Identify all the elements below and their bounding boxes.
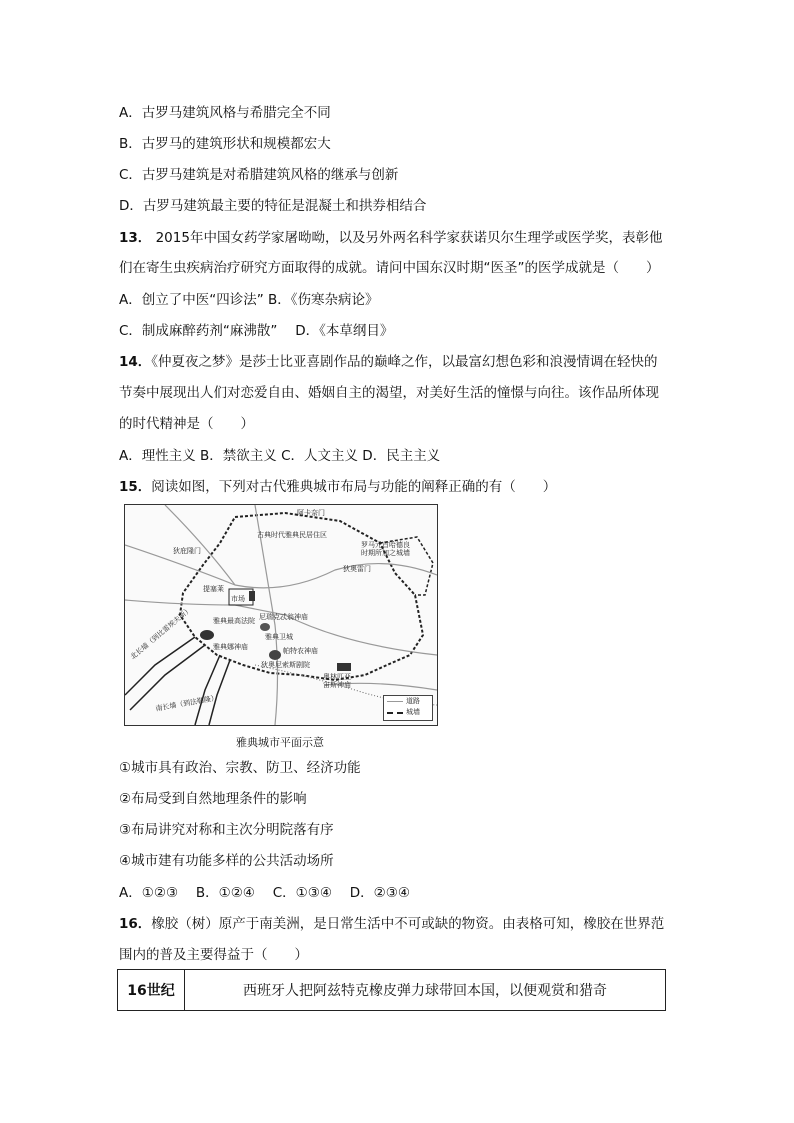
map-label-theater: 雅典娜神庙 xyxy=(213,643,248,651)
map-label-roman-wall: 罗马元首哈德良 时期所加之城墙 xyxy=(361,541,410,557)
map-label-temple: 尼瑞克忒翁神庙 xyxy=(259,613,308,621)
q15-line xyxy=(119,477,556,497)
q14-line-1 xyxy=(119,352,658,372)
q15-statement-1: ①城市具有政治、宗教、防卫、经济功能 xyxy=(119,760,361,776)
map-label-athena: 帕特农神庙 xyxy=(283,647,318,655)
prev-option-c: C．古罗马建筑是对希腊建筑风格的继承与创新 xyxy=(119,167,399,183)
q14-text-2: 节奏中展现出人们对恋爱自由、婚姻自主的渴望，对美好生活的憧憬与向往。该作品所体现 xyxy=(119,385,659,401)
q15-statement-4: ④城市建有功能多样的公共活动场所 xyxy=(119,853,334,869)
q15-options: A．①②③ B．①②④ C．①③④ D．②③④ xyxy=(119,885,410,901)
table-cell-event: 西班牙人把阿兹特克橡皮弹力球带回本国，以便观赏和猎奇 xyxy=(185,970,666,1011)
map-caption: 雅典城市平面示意 xyxy=(236,736,324,749)
map-label-stoa: 提塞莱 xyxy=(203,585,224,593)
q16-text-1: 橡胶（树）原产于南美洲，是日常生活中不可或缺的物资。由表格可知，橡胶在世界范 xyxy=(151,916,665,932)
legend-road-label: 道路 xyxy=(406,697,420,705)
prev-option-a: A．古罗马建筑风格与希腊完全不同 xyxy=(119,105,331,121)
table-row xyxy=(118,970,666,1011)
q14-options: A．理性主义 B．禁欲主义 C．人文主义 D．民主主义 xyxy=(119,448,441,464)
table-cell-period: 16世纪 xyxy=(118,970,185,1011)
map-label-olympieion: 奥林匹亚 宙斯神庙 xyxy=(323,673,351,689)
map-label-north-gate: 阿卡奈门 xyxy=(297,509,325,517)
q13-number: 13． xyxy=(119,230,152,246)
q16-text-2: 围内的普及主要得益于（ ） xyxy=(119,947,308,963)
athens-map xyxy=(124,504,438,726)
prev-option-b: B．古罗马的建筑形状和规模都宏大 xyxy=(119,136,331,152)
map-label-parthenon-fortress: 雅典卫城 xyxy=(265,633,293,641)
prev-option-d: D．古罗马建筑最主要的特征是混凝土和拱券相结合 xyxy=(119,198,427,214)
map-legend xyxy=(383,695,433,721)
q15-number: 15． xyxy=(119,479,152,495)
map-label-north-long-wall: 北长墙（到比雷埃夫斯） xyxy=(129,605,194,662)
map-label-market: 市场 xyxy=(231,595,245,603)
map-label-residential: 古典时代雅典民居住区 xyxy=(257,531,327,539)
q13-options-2: C．制成麻醉药剂“麻沸散” D．《本草纲目》 xyxy=(119,323,394,339)
q14-text-3: 的时代精神是（ ） xyxy=(119,416,254,432)
q14-number: 14． xyxy=(119,354,152,370)
map-label-dipylon: 狄奥雷门 xyxy=(343,565,371,573)
q16-line-1 xyxy=(119,914,664,934)
legend-wall-swatch xyxy=(387,712,403,714)
q13-text-2: 们在寄生虫疾病治疗研究方面取得的成就。请问中国东汉时期“医圣”的医学成就是（ ） xyxy=(119,260,660,276)
map-label-south-long-wall: 南长墙（到法勒隆） xyxy=(155,694,219,713)
legend-wall-label: 城墙 xyxy=(406,708,420,716)
q14-text-1: 《仲夏夜之梦》是莎士比亚喜剧作品的巅峰之作，以最富幻想色彩和浪漫情调在轻快的 xyxy=(151,354,658,370)
map-label-west-gate: 狄庇隆门 xyxy=(173,547,201,555)
q16-number: 16． xyxy=(119,916,152,932)
q15-text: 阅读如图，下列对古代雅典城市布局与功能的阐释正确的有（ ） xyxy=(151,479,557,495)
q15-statement-2: ②布局受到自然地理条件的影响 xyxy=(119,791,307,807)
map-label-odeon: 狄奥尼索斯剧院 xyxy=(261,661,310,669)
q13-line-1 xyxy=(119,228,662,248)
legend-road-swatch xyxy=(387,701,403,702)
q16-table xyxy=(117,969,666,1011)
q13-options-1: A．创立了中医“四诊法” B．《伤寒杂病论》 xyxy=(119,292,379,308)
q15-statement-3: ③布局讲究对称和主次分明院落有序 xyxy=(119,822,334,838)
q13-text-1: 2015年中国女药学家屠呦呦，以及另外两名科学家获诺贝尔生理学或医学奖，表彰他 xyxy=(151,230,663,246)
map-label-acropolis-court: 雅典最高法院 xyxy=(213,617,255,625)
